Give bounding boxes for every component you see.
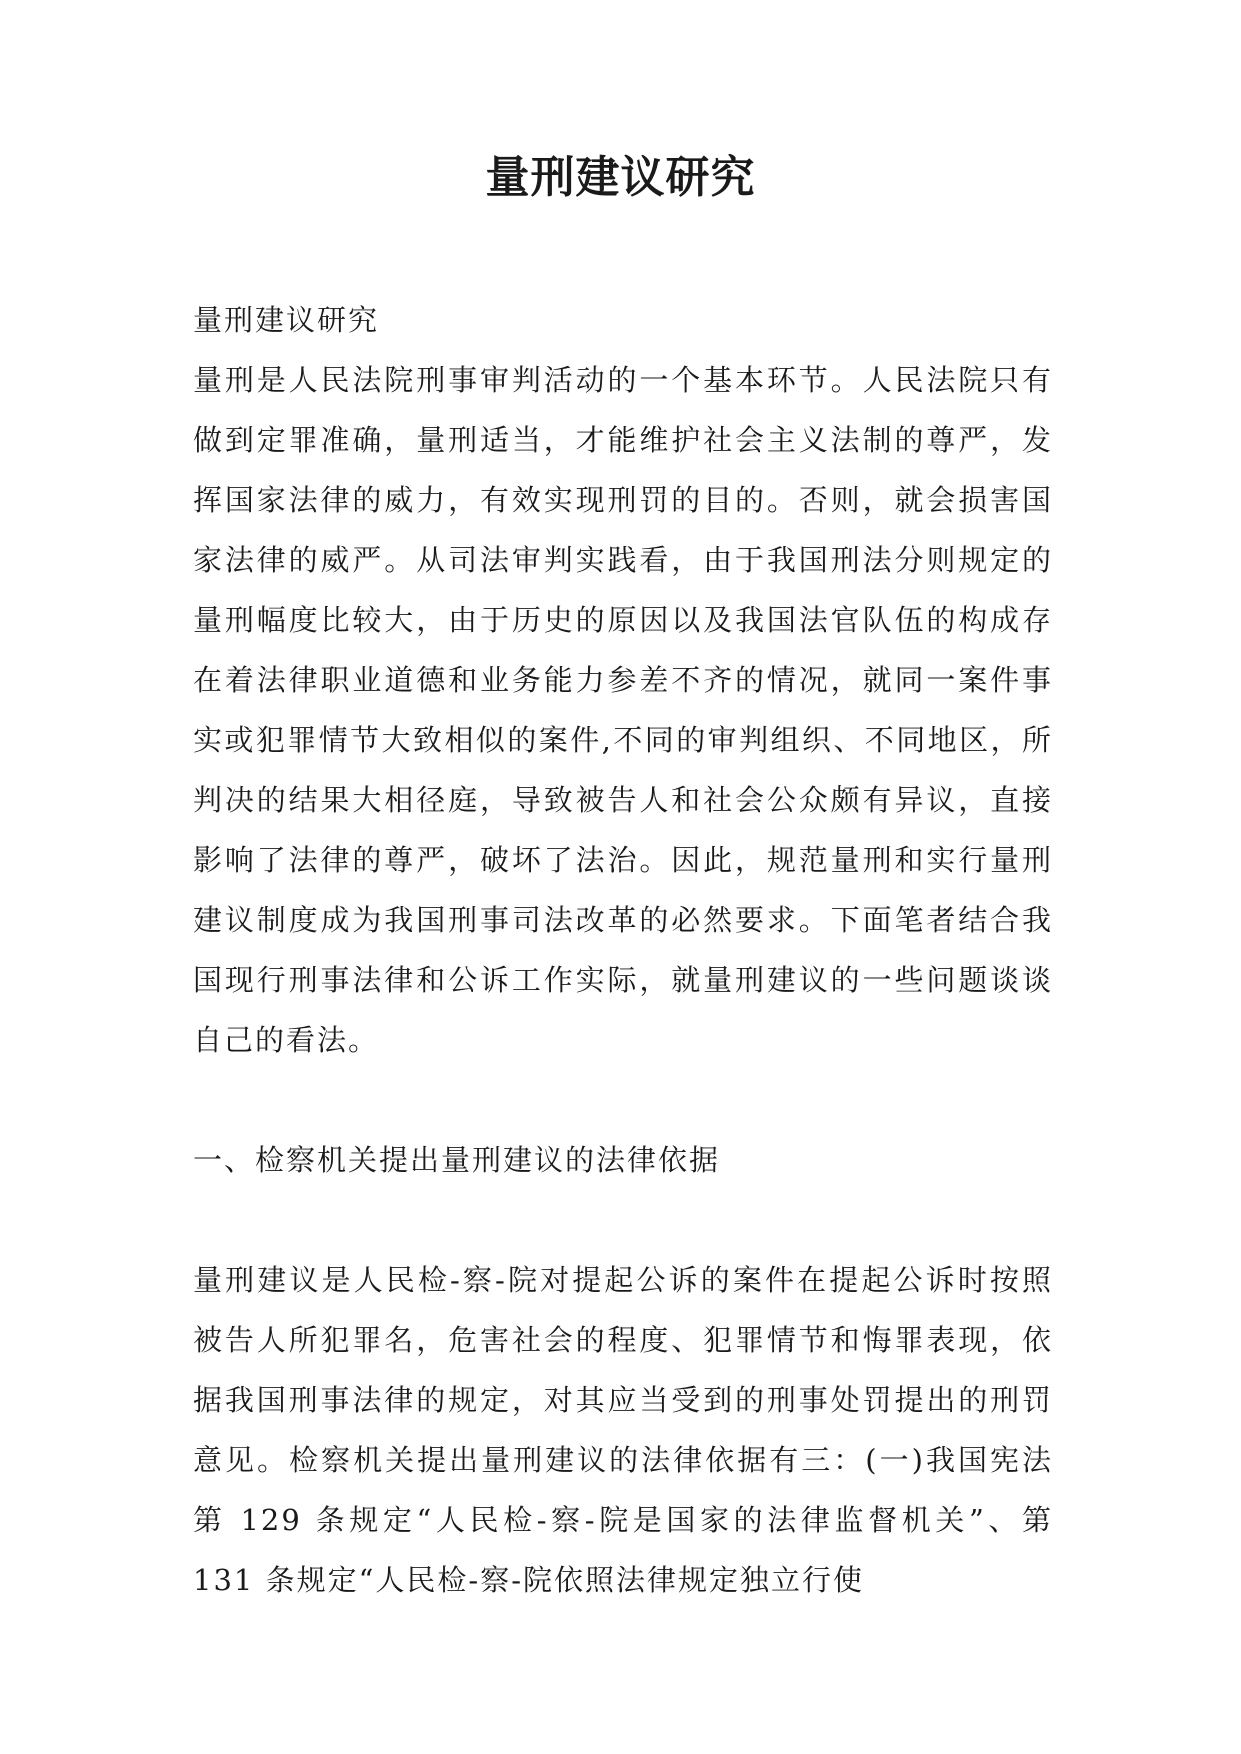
paragraph-spacer [193,1070,1053,1130]
paragraph-spacer [193,1190,1053,1250]
paragraph-legal-basis: 量刑建议是人民检-察-院对提起公诉的案件在提起公诉时按照被告人所犯罪名，危害社会的程度、犯罪情节和悔罪表现，依据我国刑事法律的规定，对其应当受到的刑事处罚提出的刑罚意见。检察机关提出量刑建议的法律依据有三：(一)我国宪法第 129 条规定“人民检-察-院是国家的法律监督机关”、第 131 条规定“人民检-察-院依照法律规定独立行使 [193,1263,1053,1597]
document-title: 量刑建议研究 [485,152,756,203]
section-heading-1: 一、检察机关提出量刑建议的法律依据 [193,1143,721,1177]
document-subtitle: 量刑建议研究 [193,303,380,337]
document-body [193,290,1053,1610]
paragraph-intro: 量刑是人民法院刑事审判活动的一个基本环节。人民法院只有做到定罪准确，量刑适当，才能维护社会主义法制的尊严，发挥国家法律的威力，有效实现刑罚的目的。否则，就会损害国家法律的威严。从司法审判实践看，由于我国刑法分则规定的量刑幅度比较大，由于历史的原因以及我国法官队伍的构成存在着法律职业道德和业务能力参差不齐的情况，就同一案件事实或犯罪情节大致相似的案件,不同的审判组织、不同地区，所判决的结果大相径庭，导致被告人和社会公众颇有异议，直接影响了法律的尊严，破坏了法治。因此，规范量刑和实行量刑建议制度成为我国刑事司法改革的必然要求。下面笔者结合我国现行刑事法律和公诉工作实际，就量刑建议的一些问题谈谈自己的看法。 [193,363,1053,1057]
